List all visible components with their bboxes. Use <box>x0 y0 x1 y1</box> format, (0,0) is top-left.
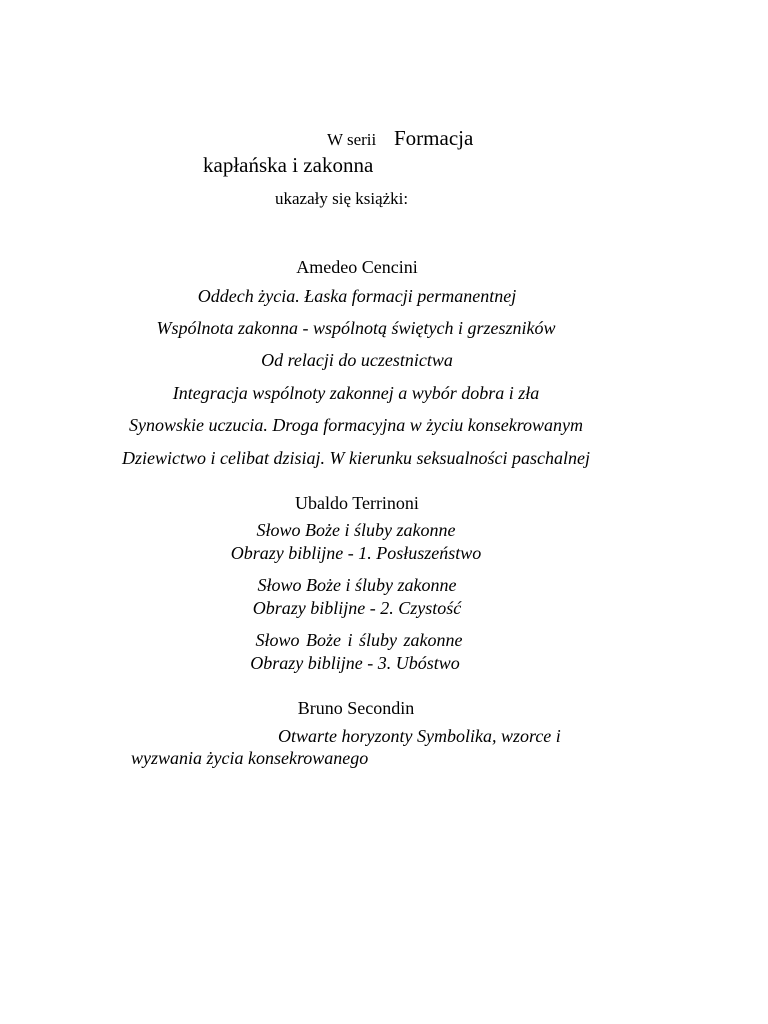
book-title: Integracja wspólnoty zakonnej a wybór dobra i zła <box>172 383 540 403</box>
book-title: Oddech życia. Łaska formacji permanentnej <box>197 286 517 306</box>
series-prefix: W serii <box>327 130 377 149</box>
book-title-continued: wyzwania życia konsekrowanego <box>131 748 369 768</box>
series-name-part2: kapłańska i zakonna <box>203 153 374 177</box>
intro-text: ukazały się książki: <box>275 189 409 208</box>
series-name-part1: Formacja <box>394 126 474 150</box>
book-subtitle: Obrazy biblijne - 1. Posłuszeństwo <box>230 543 482 563</box>
book-subtitle: Obrazy biblijne - 3. Ubóstwo <box>250 653 460 673</box>
book-title: Otwarte horyzonty Symbolika, wzorce i <box>278 726 561 746</box>
author-name: Amedeo Cencini <box>296 257 418 277</box>
author-name: Bruno Secondin <box>297 698 415 718</box>
book-subtitle: Obrazy biblijne - 2. Czystość <box>252 598 462 618</box>
book-title: Dziewictwo i celibat dzisiaj. W kierunku seksualności paschalnej <box>122 448 590 468</box>
book-title: Wspólnota zakonna - wspólnotą świętych i grzeszników <box>156 318 556 338</box>
book-title: Od relacji do uczestnictwa <box>261 350 453 370</box>
book-title: Słowo Boże i śluby zakonne <box>257 575 457 595</box>
book-title: Synowskie uczucia. Droga formacyjna w życiu konsekrowanym <box>128 415 584 435</box>
author-name: Ubaldo Terrinoni <box>295 493 419 513</box>
book-title: Słowo Boże i śluby zakonne <box>255 630 463 650</box>
book-title: Słowo Boże i śluby zakonne <box>256 520 456 540</box>
